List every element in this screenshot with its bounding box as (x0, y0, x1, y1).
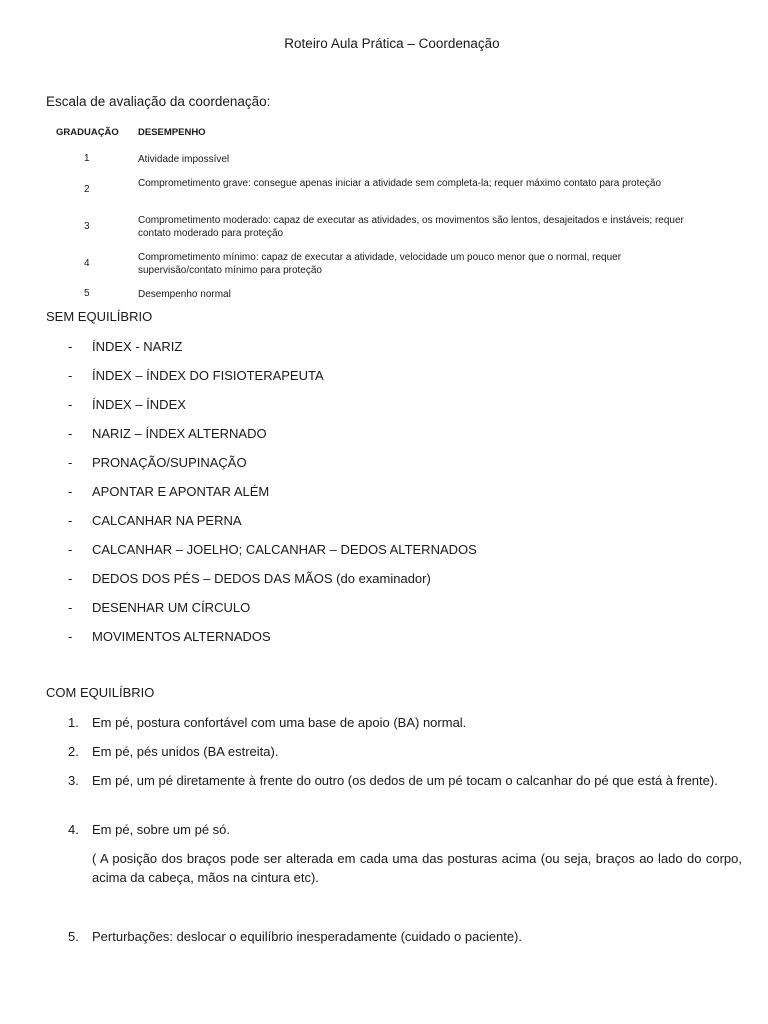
note-text: ( A posição dos braços pode ser alterada em cada uma das posturas acima (ou seja, braços ao lado do corpo, acima da cabeça, mãos na cintura etc). (92, 851, 742, 885)
item-text: Em pé, sobre um pé só. (92, 822, 231, 837)
dash-bullet: - (68, 600, 73, 615)
grade-description: Atividade impossível (138, 154, 230, 165)
scale-heading: Escala de avaliação da coordenação: (46, 94, 271, 109)
dash-bullet: - (68, 426, 73, 441)
grade-value: 3 (84, 221, 90, 232)
com-equilibrio-heading: COM EQUILÍBRIO (46, 685, 155, 700)
list-item-text: APONTAR E APONTAR ALÉM (92, 484, 270, 499)
list-item-text: ÍNDEX - NARIZ (92, 339, 183, 354)
grade-value: 4 (84, 258, 90, 269)
sem-equilibrio-heading: SEM EQUILÍBRIO (46, 309, 153, 324)
dash-bullet: - (68, 513, 73, 528)
list-item-text: NARIZ – ÍNDEX ALTERNADO (92, 426, 267, 441)
list-item-text: DESENHAR UM CÍRCULO (92, 600, 251, 615)
item-number: 4. (68, 822, 79, 837)
list-item-text: ÍNDEX – ÍNDEX (92, 397, 186, 412)
grade-description: Comprometimento grave: consegue apenas iniciar a atividade sem completa-la; requer máximo contato para proteção (138, 178, 662, 189)
item-number: 2. (68, 744, 79, 759)
grade-column-header: GRADUAÇÃO (56, 127, 119, 138)
list-item-text: CALCANHAR – JOELHO; CALCANHAR – DEDOS ALTERNADOS (92, 542, 477, 557)
dash-bullet: - (68, 368, 73, 383)
dash-bullet: - (68, 484, 73, 499)
grade-description: Desempenho normal (138, 289, 231, 300)
list-item-text: CALCANHAR NA PERNA (92, 513, 242, 528)
item-text: Perturbações: deslocar o equilíbrio inesperadamente (cuidado o paciente). (92, 929, 522, 944)
performance-column-header: DESEMPENHO (138, 127, 206, 138)
grade-description: Comprometimento mínimo: capaz de executar a atividade, velocidade um pouco menor que o normal, requer supervisão/contato mínimo para proteção (138, 252, 622, 276)
grade-value: 2 (84, 184, 90, 195)
table-header (54, 124, 734, 144)
coordination-scale-table (54, 124, 734, 300)
item-number: 3. (68, 773, 79, 788)
dash-bullet: - (68, 629, 73, 644)
dash-bullet: - (68, 455, 73, 470)
item-text: Em pé, um pé diretamente à frente do outro (os dedos de um pé tocam o calcanhar do pé que está à frente). (92, 773, 718, 788)
item-text: Em pé, pés unidos (BA estreita). (92, 744, 279, 759)
dash-bullet: - (68, 397, 73, 412)
list-item-text: MOVIMENTOS ALTERNADOS (92, 629, 271, 644)
document-title: Roteiro Aula Prática – Coordenação (284, 36, 500, 51)
item-text: Em pé, postura confortável com uma base de apoio (BA) normal. (92, 715, 467, 730)
item-number: 5. (68, 929, 79, 944)
list-item-text: ÍNDEX – ÍNDEX DO FISIOTERAPEUTA (92, 368, 324, 383)
item-number: 1. (68, 715, 79, 730)
grade-value: 1 (84, 153, 90, 164)
grade-description: Comprometimento moderado: capaz de executar as atividades, os movimentos são lentos, desajeitados e instáveis; requer contato moderado para proteção (138, 215, 684, 239)
grade-value: 5 (84, 288, 90, 299)
dash-bullet: - (68, 542, 73, 557)
dash-bullet: - (68, 339, 73, 354)
list-item-text: PRONAÇÃO/SUPINAÇÃO (92, 455, 247, 470)
list-item-text: DEDOS DOS PÉS – DEDOS DAS MÃOS (do examinador) (92, 571, 431, 586)
dash-bullet: - (68, 571, 73, 586)
